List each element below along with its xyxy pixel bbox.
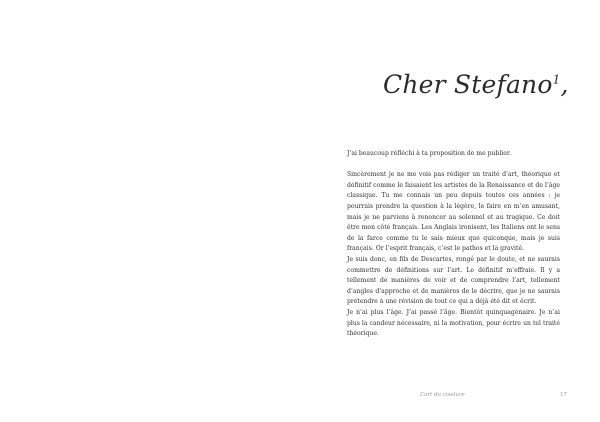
- salutation-punctuation: ,: [560, 70, 569, 99]
- running-footer-title: L’art du ciselure: [420, 392, 465, 398]
- page-number: 17: [560, 392, 567, 398]
- paragraph-2: Sincèrement je ne me vois pas rédiger un traité d’art, théorique et définitif comme le faisaient les artistes de la Renaissance et de l’âge classique. Tu me connais un peu depuis toutes ces années : je pourrais prendre la question à la légère, le faire en m’en amusant, mais je ne parviens à renoncer au solennel et au tragique. Ce doit être mon côté français. Les Anglais ironisent, les Italiens ont le sens de la farce comme tu le sais mieux que quiconque, mais je suis français. Or l’esprit français, c’est le pathos et la gravité.: [347, 171, 560, 253]
- letter-salutation: [383, 70, 569, 99]
- salutation-text: Cher Stefano: [383, 70, 553, 99]
- paragraph-4: Je n’ai plus l’âge. J’ai passé l’âge. Bientôt quinquagénaire. Je n’ai plus la candeur nécessaire, ni la motivation, pour écrire un tel traité théorique.: [347, 308, 560, 338]
- footnote-marker: 1: [552, 72, 561, 87]
- paragraph-1: J’ai beaucoup réfléchi à ta proposition de me publier.: [347, 150, 512, 157]
- paragraph-3: Je suis donc, en fils de Descartes, rongé par le doute, et ne saurais commettre de définitions sur l’art. Le définitif m’effraie. Il y a tellement de manières de voir et de comprendre l’art, tellement d’angles d’approche et de manières de le décrire, que je ne saurais prétendre à une révision de tout ce qui a déjà été dit et écrit.: [347, 255, 560, 306]
- paragraph-spacer: [347, 160, 560, 171]
- letter-body: [347, 149, 560, 340]
